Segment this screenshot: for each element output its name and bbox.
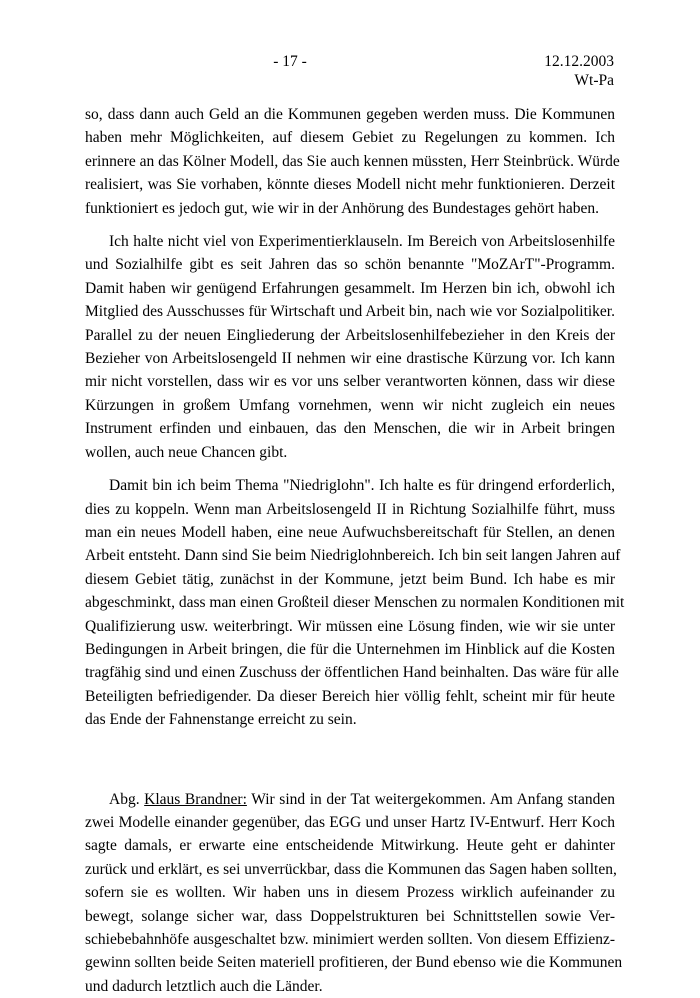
page-number: - 17 - <box>273 53 307 70</box>
text-line: und Sozialhilfe gibt es seit Jahren das so schön benannte "MoZArT"-Programm. <box>85 256 615 274</box>
text-line: Bedingungen in Arbeit bringen, die für die Unternehmen im Hinblick auf die Kosten <box>85 640 615 658</box>
text-line: Damit haben wir genügend Erfahrungen gesammelt. Im Herzen bin ich, obwohl ich <box>85 279 615 297</box>
text-line: Arbeit entsteht. Dann sind Sie beim Niedriglohnbereich. Ich bin seit langen Jahren auf <box>85 547 621 565</box>
speaker-name: Klaus Brandner: <box>144 790 247 808</box>
text-line: und dadurch letztlich auch die Länder. <box>85 977 323 995</box>
speaker-prefix: Abg. <box>109 790 145 808</box>
text-line: Beteiligten befriedigender. Da dieser Bereich hier völlig fehlt, scheint mir für heute <box>85 687 615 705</box>
text-line: bewegt, solange sicher war, dass Doppelstrukturen bei Schnittstellen sowie Ver- <box>85 907 615 925</box>
speech-paragraph <box>85 788 623 998</box>
text-line: tragfähig sind und einen Zuschuss der öffentlichen Hand beinhalten. Das wäre für alle <box>85 664 619 682</box>
paragraph-2 <box>85 230 615 464</box>
text-line: gewinn sollten beide Seiten materiell profitieren, der Bund ebenso wie die Kommunen <box>85 954 623 972</box>
text-line: funktioniert es jedoch gut, wie wir in der Anhörung des Bundestages gehört haben. <box>85 199 599 217</box>
paragraph-1 <box>85 103 620 220</box>
text-line <box>85 788 615 811</box>
text-line: wollen, auch neue Chancen gibt. <box>85 443 288 461</box>
text-line: Qualifizierung usw. weiterbringt. Wir müssen eine Lösung finden, wie wir sie unter <box>85 617 615 635</box>
text-line: zwei Modelle einander gegenüber, das EGG und unser Hartz IV-Entwurf. Herr Koch <box>85 813 615 831</box>
document-date: 12.12.2003 <box>544 53 614 70</box>
text-line: sofern sie es wollten. Wir haben uns in diesem Prozess wirklich aufeinander zu <box>85 884 615 902</box>
text-line: man ein neues Modell haben, eine neue Aufwuchsbereitschaft für Stellen, an denen <box>85 523 615 541</box>
text-line: haben mehr Möglichkeiten, auf diesem Gebiet zu Regelungen zu kommen. Ich <box>85 129 615 147</box>
text-line: das Ende der Fahnenstange erreicht zu sein. <box>85 711 357 729</box>
text-line: realisiert, was Sie vorhaben, könnte dieses Modell nicht mehr funktionieren. Derzeit <box>85 176 615 194</box>
text-line: Parallel zu der neuen Eingliederung der Arbeitslosenhilfebezieher in den Kreis der <box>85 326 615 344</box>
speech-first-line: Wir sind in der Tat weitergekommen. Am Anfang standen <box>246 790 615 808</box>
text-line: mir nicht vorstellen, dass wir es vor uns selber verantworten können, dass wir diese <box>85 373 615 391</box>
text-line: Kürzungen in großem Umfang vornehmen, wenn wir nicht zugleich ein neues <box>85 396 615 414</box>
text-line: Bezieher von Arbeitslosengeld II nehmen wir eine drastische Kürzung vor. Ich kann <box>85 350 615 368</box>
text-line: Damit bin ich beim Thema "Niedriglohn". Ich halte es für dringend erforderlich, <box>109 477 615 495</box>
document-code: Wt-Pa <box>574 72 614 89</box>
text-line: abgeschminkt, dass man einen Großteil dieser Menschen zu normalen Konditionen mit <box>85 594 625 612</box>
header-meta <box>544 52 614 90</box>
text-line: Ich halte nicht viel von Experimentierklauseln. Im Bereich von Arbeitslosenhilfe <box>109 233 615 251</box>
text-line: zurück und erklärt, es sei unverrückbar, dass die Kommunen das Sagen haben sollten, <box>85 860 617 878</box>
body-text <box>85 103 625 998</box>
paragraph-3 <box>85 474 625 731</box>
text-line: schiebebahnhöfe ausgeschaltet bzw. minimiert werden sollten. Von diesem Effizienz- <box>85 931 615 948</box>
text-line: erinnere an das Kölner Modell, das Sie auch kennen müssten, Herr Steinbrück. Würde <box>85 152 620 170</box>
text-line: so, dass dann auch Geld an die Kommunen gegeben werden muss. Die Kommunen <box>85 106 615 123</box>
text-line: sagte damals, er erwarte eine entscheidende Mitwirkung. Heute geht er dahinter <box>85 837 615 855</box>
text-line: Instrument erfinden und einbauen, das den Menschen, die wir in Arbeit bringen <box>85 420 615 438</box>
text-line: Mitglied des Ausschusses für Wirtschaft und Arbeit bin, nach wie vor Sozialpolitiker. <box>85 303 615 321</box>
text-line: dies zu koppeln. Wenn man Arbeitslosengeld II in Richtung Sozialhilfe führt, muss <box>85 500 615 518</box>
text-line: diesem Gebiet tätig, zunächst in der Kommune, jetzt beim Bund. Ich habe es mir <box>85 570 615 588</box>
